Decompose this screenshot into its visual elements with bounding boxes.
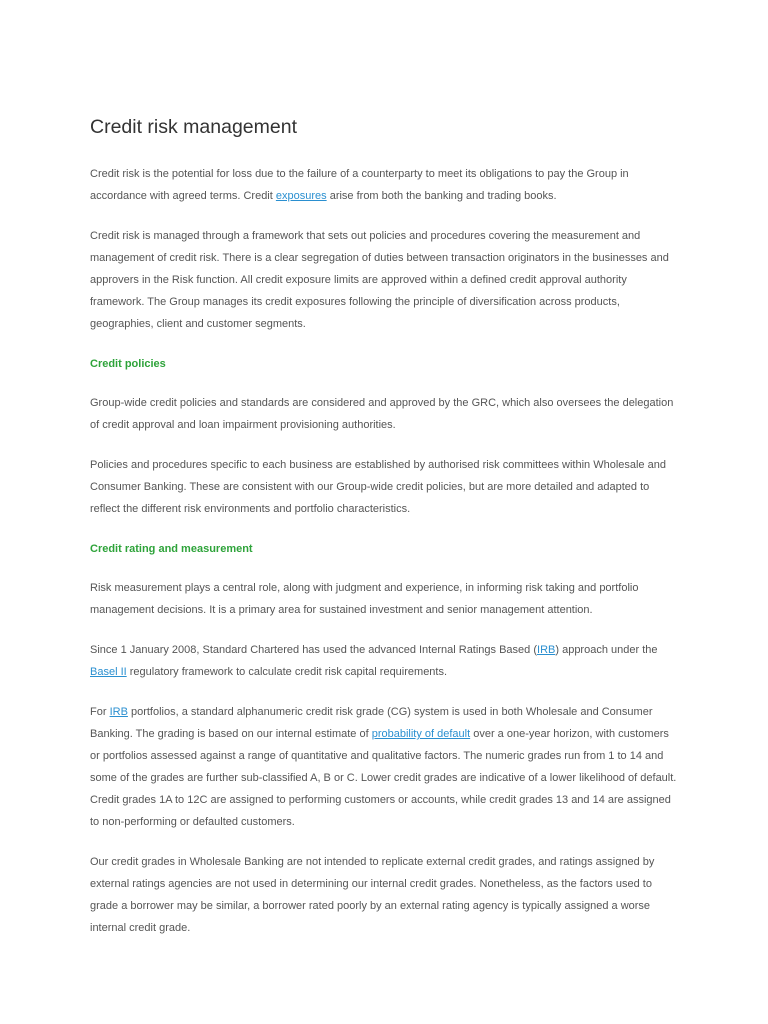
rating-p2-text-3: regulatory framework to calculate credit risk capital requirements. <box>126 666 448 678</box>
rating-p2-text-2: ) approach under the <box>555 644 658 656</box>
rating-paragraph-1: Risk measurement plays a central role, along with judgment and experience, in informing risk taking and portfolio management decisions. It is a primary area for sustained investment and senior management attention. <box>90 582 639 616</box>
rating-p2-text-1: Since 1 January 2008, Standard Chartered has used the advanced Internal Ratings Based ( <box>90 644 538 656</box>
intro-paragraph <box>90 163 680 207</box>
irb-link-2[interactable]: IRB <box>109 706 128 718</box>
probability-of-default-link[interactable]: probability of default <box>371 728 471 740</box>
credit-rating-heading: Credit rating and measurement <box>90 543 253 555</box>
policies-paragraph-2: Policies and procedures specific to each business are established by authorised risk committees within Wholesale and Consumer Banking. These are consistent with our Group-wide credit policies, but are more detailed and adapted to reflect the different risk environments and portfolio characteristics. <box>90 459 666 515</box>
basel-ii-link[interactable]: Basel II <box>90 666 127 678</box>
page-title: Credit risk management <box>90 116 297 138</box>
framework-paragraph: Credit risk is managed through a framework that sets out policies and procedures covering the measurement and management of credit risk. There is a clear segregation of duties between transaction originators in the businesses and approvers in the Risk function. All credit exposure limits are approved within a defined credit approval authority framework. The Group manages its credit exposures following the principle of diversification across products, geographies, client and customer segments. <box>90 230 669 330</box>
intro-text-2: arise from both the banking and trading books. <box>326 190 557 202</box>
irb-link[interactable]: IRB <box>537 644 556 656</box>
rating-p3-text-1: For <box>90 706 110 718</box>
rating-paragraph-3 <box>90 701 680 833</box>
rating-p3-text-2: portfolios, a standard alphanumeric credit risk grade (CG) system is used in both Wholesale and Consumer Banking. The grading is based on our internal estimate of <box>90 706 653 740</box>
rating-paragraph-4: Our credit grades in Wholesale Banking are not intended to replicate external credit grades, and ratings assigned by external ratings agencies are not used in determining our internal credit grades. Nonetheless, as the factors used to grade a borrower may be similar, a borrower rated poorly by an external rating agency is typically assigned a worse internal credit grade. <box>90 856 655 934</box>
article-body <box>90 114 680 957</box>
policies-paragraph-1: Group-wide credit policies and standards are considered and approved by the GRC, which also oversees the delegation of credit approval and loan impairment provisioning authorities. <box>90 397 674 431</box>
exposures-link[interactable]: exposures <box>275 190 327 202</box>
rating-p3-text-3: over a one-year horizon, with customers or portfolios assessed against a range of quantitative and qualitative factors. The numeric grades run from 1 to 14 and some of the grades are further sub-classified A, B or C. Lower credit grades are indicative of a lower likelihood of default. Credit grades 1A to 12C are assigned to performing customers or accounts, while credit grades 13 and 14 are assigned to non-performing or defaulted customers. <box>90 728 677 828</box>
intro-text-1: Credit risk is the potential for loss due to the failure of a counterparty to meet its obligations to pay the Group in accordance with agreed terms. Credit <box>90 168 629 202</box>
rating-paragraph-2 <box>90 639 680 683</box>
credit-policies-heading: Credit policies <box>90 358 166 370</box>
